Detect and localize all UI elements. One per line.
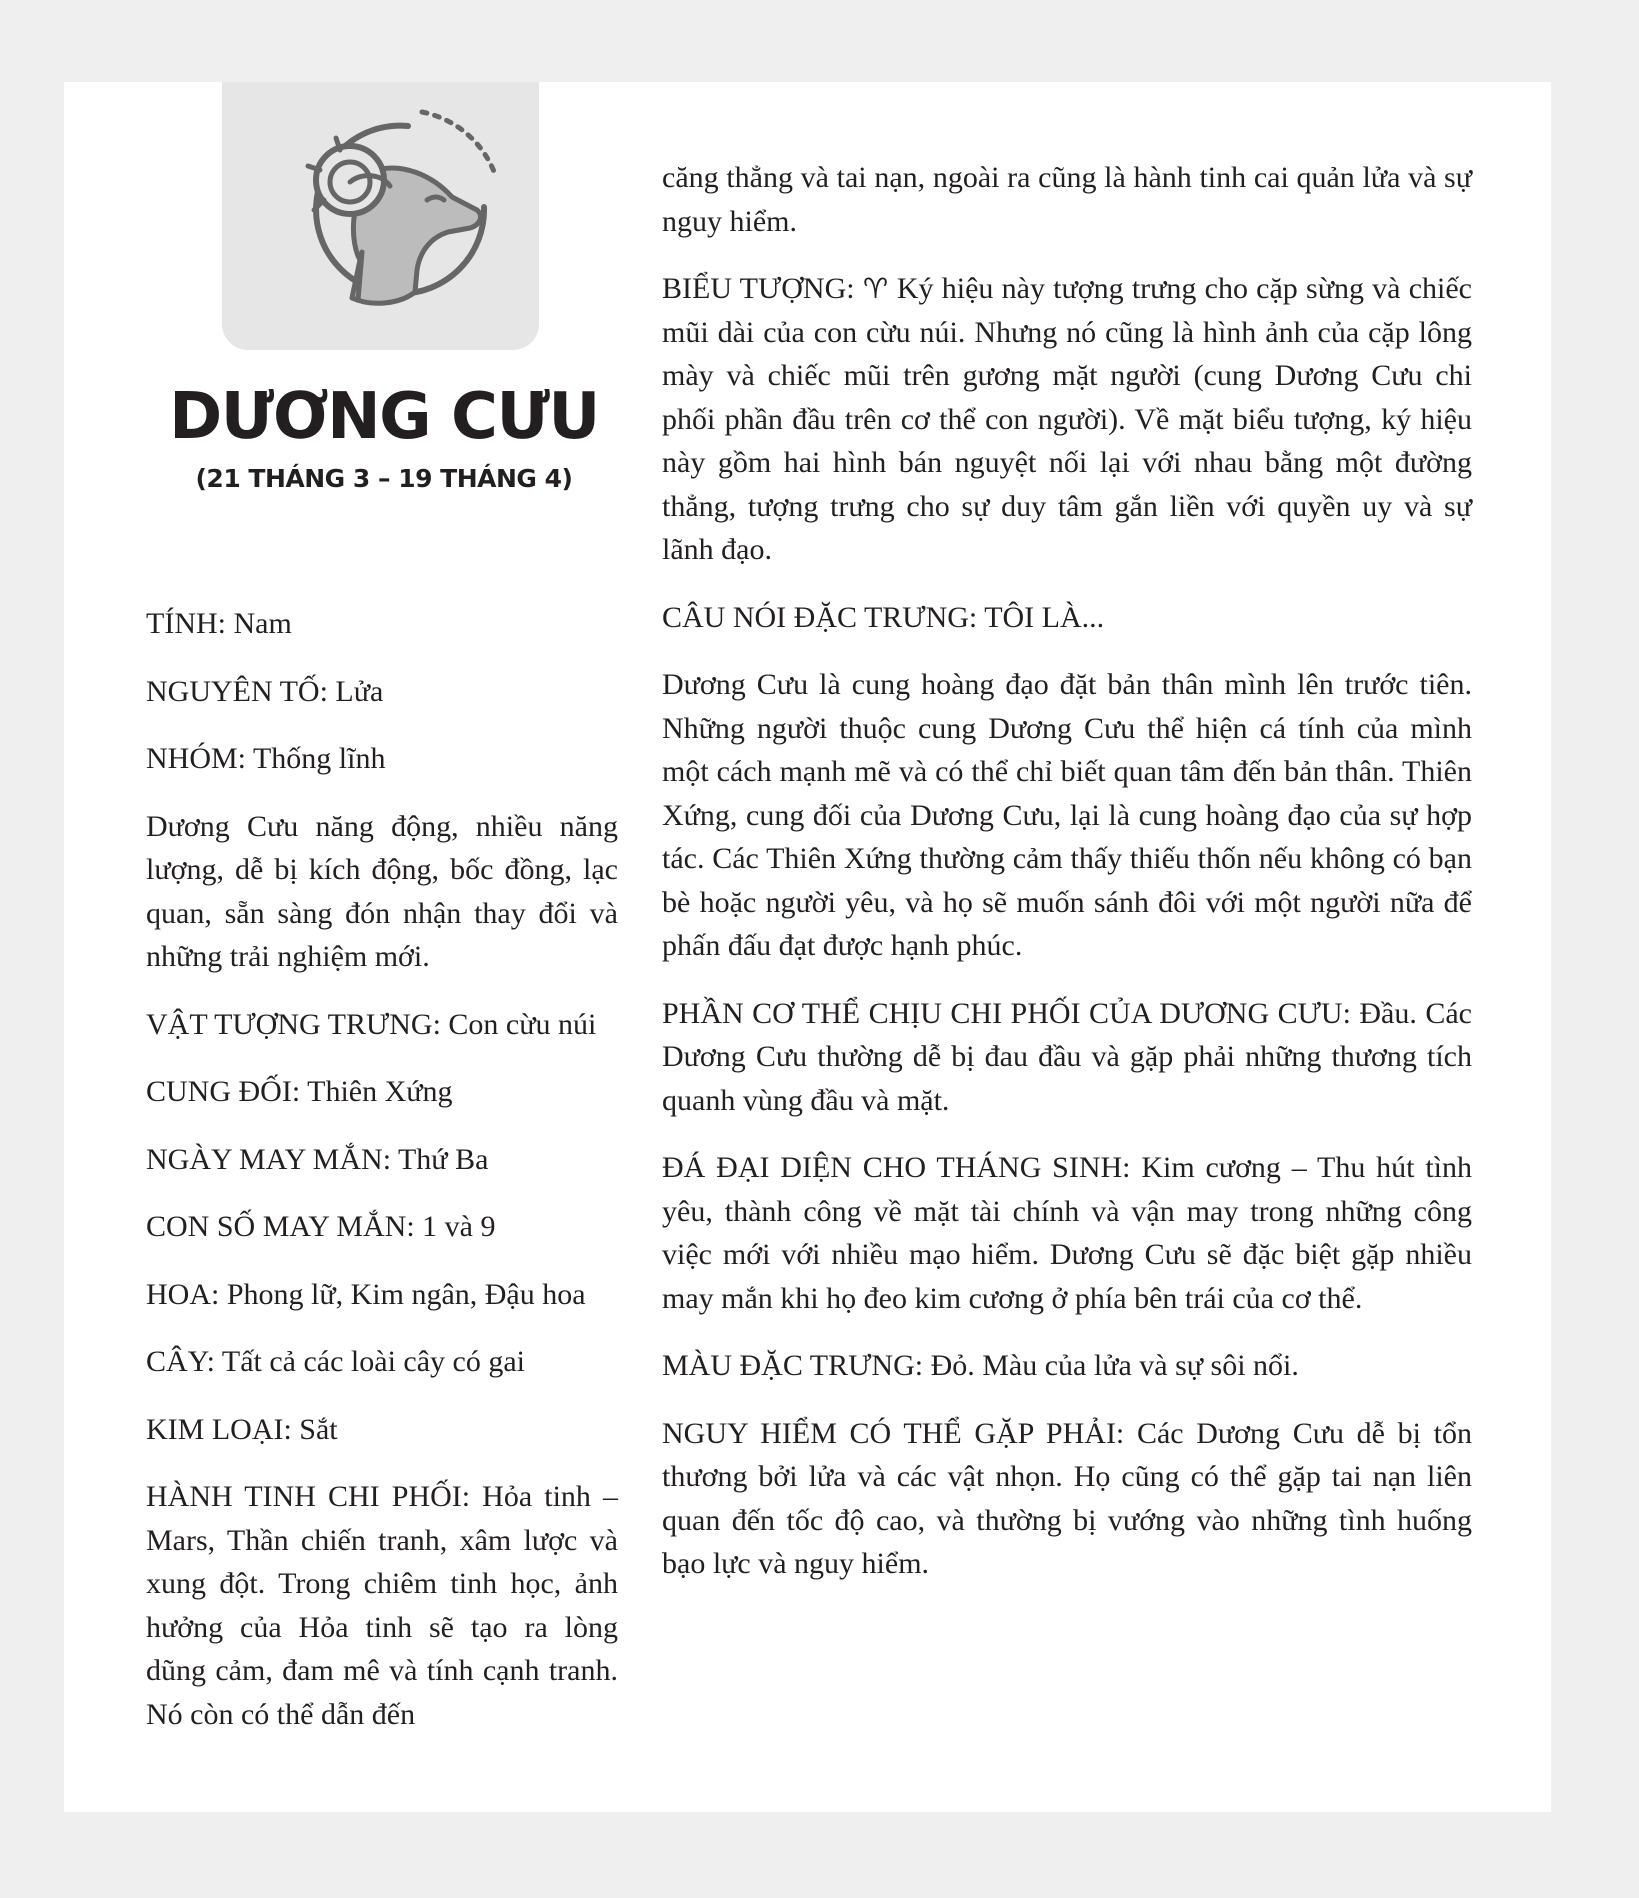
opposite-sign-line: CUNG ĐỐI: Thiên Xứng xyxy=(146,1075,453,1108)
date-range: (21 THÁNG 3 – 19 THÁNG 4) xyxy=(195,464,573,493)
planet-continued-paragraph: căng thẳng và tai nạn, ngoài ra cũng là hành tinh cai quản lửa và sự nguy hiểm. xyxy=(662,161,1472,238)
zodiac-icon-box xyxy=(222,82,539,350)
trees-line: CÂY: Tất cả các loài cây có gai xyxy=(146,1345,526,1378)
intro-paragraph: Dương Cưu năng động, nhiều năng lượng, dễ bị kích động, bốc đồng, lạc quan, sẵn sàng đón nhận thay đổi và những trải nghiệm mới. xyxy=(146,809,618,973)
page-title: DƯƠNG CƯU xyxy=(169,380,599,454)
ram-head-icon xyxy=(222,82,539,350)
body-part-paragraph: PHẦN CƠ THỂ CHỊU CHI PHỐI CỦA DƯƠNG CƯU: Đầu. Các Dương Cưu thường dễ bị đau đầu và gặp phải những thương tích quanh vùng đầu và mặt. xyxy=(662,996,1472,1117)
birthstone-paragraph: ĐÁ ĐẠI DIỆN CHO THÁNG SINH: Kim cương – Thu hút tình yêu, thành công về mặt tài chính và vận may trong những công việc mới với nhiều mạo hiểm. Dương Cưu sẽ đặc biệt gặp nhiều may mắn khi họ đeo kim cương ở phía bên trái của cơ thể. xyxy=(662,1151,1472,1315)
flowers-line: HOA: Phong lữ, Kim ngân, Đậu hoa xyxy=(146,1277,586,1311)
left-column xyxy=(146,602,618,1760)
symbol-text: Ký hiệu này tượng trưng cho cặp sừng và chiếc mũi dài của con cừu núi. Nhưng nó cũng là hình ảnh của cặp lông mày và chiếc mũi trên gương mặt người (cung Dương Cưu chi phối phần đầu trên cơ thể con người). Về mặt biểu tượng, ký hiệu này gồm hai hình bán nguyệt nối lại với nhau bằng một đường thẳng, tượng trưng cho sự duy tâm gắn liền với quyền uy và sự lãnh đạo. xyxy=(662,272,1472,566)
group-line: NHÓM: Thống lĩnh xyxy=(146,742,386,775)
symbol-paragraph xyxy=(662,267,1472,572)
description-paragraph: Dương Cưu là cung hoàng đạo đặt bản thân mình lên trước tiên. Những người thuộc cung Dương Cưu thể hiện cá tính của mình một cách mạnh mẽ và có thể chỉ biết quan tâm đến bản thân. Thiên Xứng, cung đối của Dương Cưu, lại là cung hoàng đạo của sự hợp tác. Các Thiên Xứng thường cảm thấy thiếu thốn nếu không có bạn bè hoặc người yêu, và họ sẽ muốn sánh đôi với một người nữa để phấn đấu đạt được hạnh phúc. xyxy=(662,668,1472,962)
lucky-day-line: NGÀY MAY MẮN: Thứ Ba xyxy=(146,1142,489,1176)
color-line: MÀU ĐẶC TRƯNG: Đỏ. Màu của lửa và sự sôi nổi. xyxy=(662,1349,1299,1382)
element-line: NGUYÊN TỐ: Lửa xyxy=(146,674,384,708)
aries-symbol-icon: ♈ xyxy=(862,272,889,305)
motto-line: CÂU NÓI ĐẶC TRƯNG: TÔI LÀ... xyxy=(662,600,1105,634)
page xyxy=(64,82,1551,1812)
dangers-paragraph: NGUY HIỂM CÓ THỂ GẶP PHẢI: Các Dương Cưu dễ bị tổn thương bởi lửa và các vật nhọn. Họ cũng có thể gặp tai nạn liên quan đến tốc độ cao, và thường bị vướng vào những tình huống bạo lực và nguy hiểm. xyxy=(662,1416,1472,1580)
symbol-object-line: VẬT TƯỢNG TRƯNG: Con cừu núi xyxy=(146,1007,597,1041)
lucky-numbers-line: CON SỐ MAY MẮN: 1 và 9 xyxy=(146,1210,496,1243)
right-column xyxy=(662,156,1472,1610)
symbol-label: BIỂU TƯỢNG: xyxy=(662,272,855,305)
gender-line: TÍNH: Nam xyxy=(146,607,292,640)
metal-line: KIM LOẠI: Sắt xyxy=(146,1412,338,1446)
ruling-planet-paragraph: HÀNH TINH CHI PHỐI: Hỏa tinh – Mars, Thần chiến tranh, xâm lược và xung đột. Trong chiêm tinh học, ảnh hưởng của Hỏa tinh sẽ tạo ra lòng dũng cảm, đam mê và tính cạnh tranh. Nó còn có thể dẫn đến xyxy=(146,1480,618,1731)
